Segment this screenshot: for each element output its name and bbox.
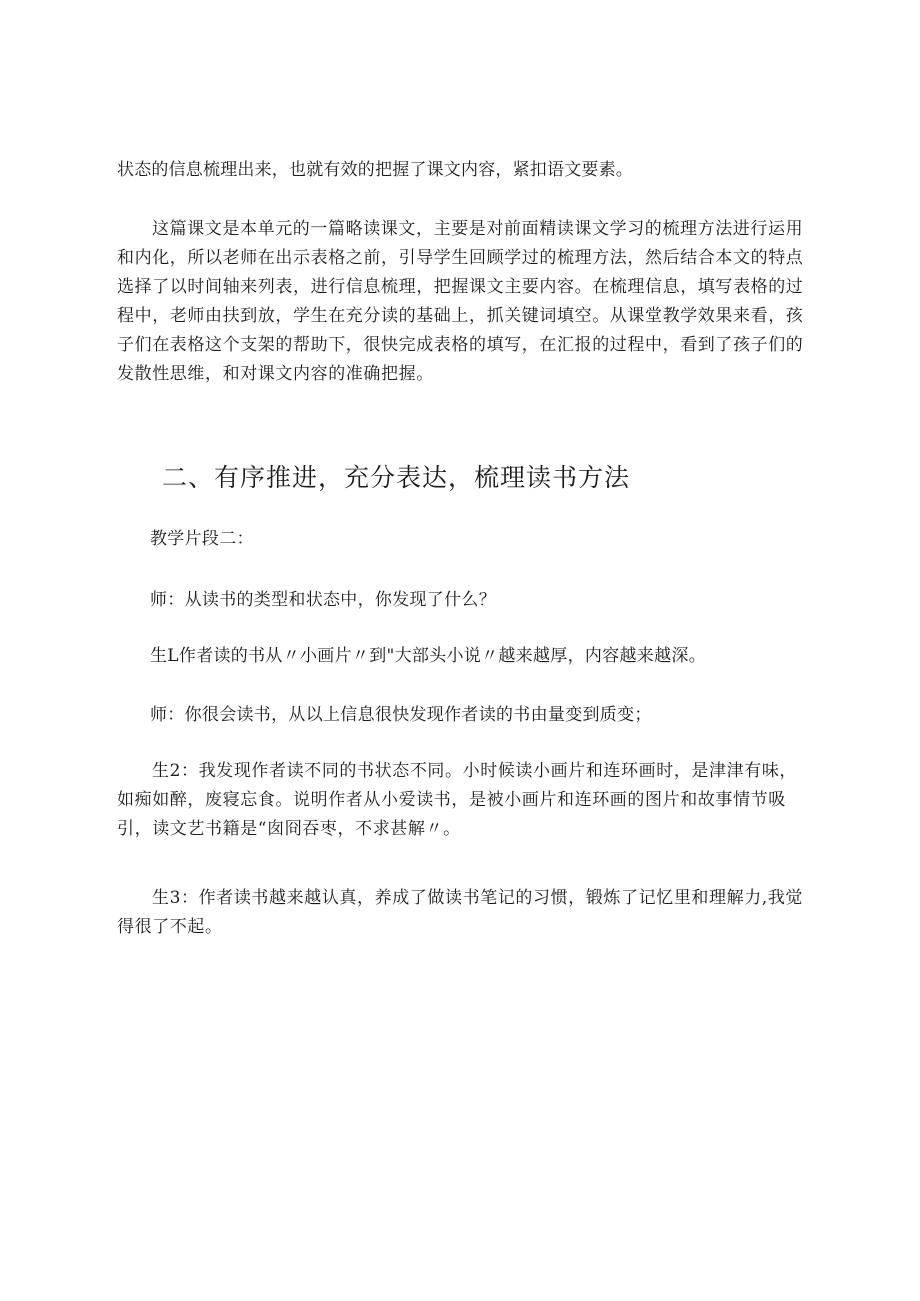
- teacher-response: 师：你很会读书，从以上信息很快发现作者读的书由量变到质变；: [150, 705, 652, 725]
- teacher-question: 师：从读书的类型和状态中，你发现了什么？: [150, 590, 496, 610]
- student-answer-2: 生2：我发现作者读不同的书状态不同。小时候读小画片和连环画时，是津津有味，如痴如醉，废寝忘食。说明作者从小爱读书，是被小画片和连环画的图片和故事情节吸引，读文艺书籍是“囱冏吞枣，不求甚解〃。: [117, 761, 798, 839]
- segment-label: 教学片段二：: [150, 529, 254, 549]
- student-answer-1: 生L作者读的书从〃小画片〃到"大部头小说〃越来越厚，内容越来越深。: [150, 646, 707, 666]
- section-heading: 二、有序推进，充分表达，梳理读书方法: [162, 463, 631, 492]
- paragraph-reflection: 这篇课文是本单元的一篇略读课文，主要是对前面精读课文学习的梳理方法进行运用和内化，所以老师在出示表格之前，引导学生回顾学过的梳理方法，然后结合本文的特点选择了以时间轴来列表，进行信息梳理，把握课文主要内容。在梳理信息，填写表格的过程中，老师由扶到放，学生在充分读的基础上，抓关键词填空。从课堂教学效果来看，孩子们在表格这个支架的帮助下，很快完成表格的填写，在汇报的过程中，看到了孩子们的发散性思维，和对课文内容的准确把握。: [117, 219, 804, 384]
- student-answer-3: 生3：作者读书越来越认真，养成了做读书笔记的习惯，锻炼了记忆里和理解力,我觉得很了不起。: [117, 888, 804, 937]
- paragraph-continuation: 状态的信息梳理出来，也就有效的把握了课文内容，紧扣语文要素。: [117, 160, 633, 180]
